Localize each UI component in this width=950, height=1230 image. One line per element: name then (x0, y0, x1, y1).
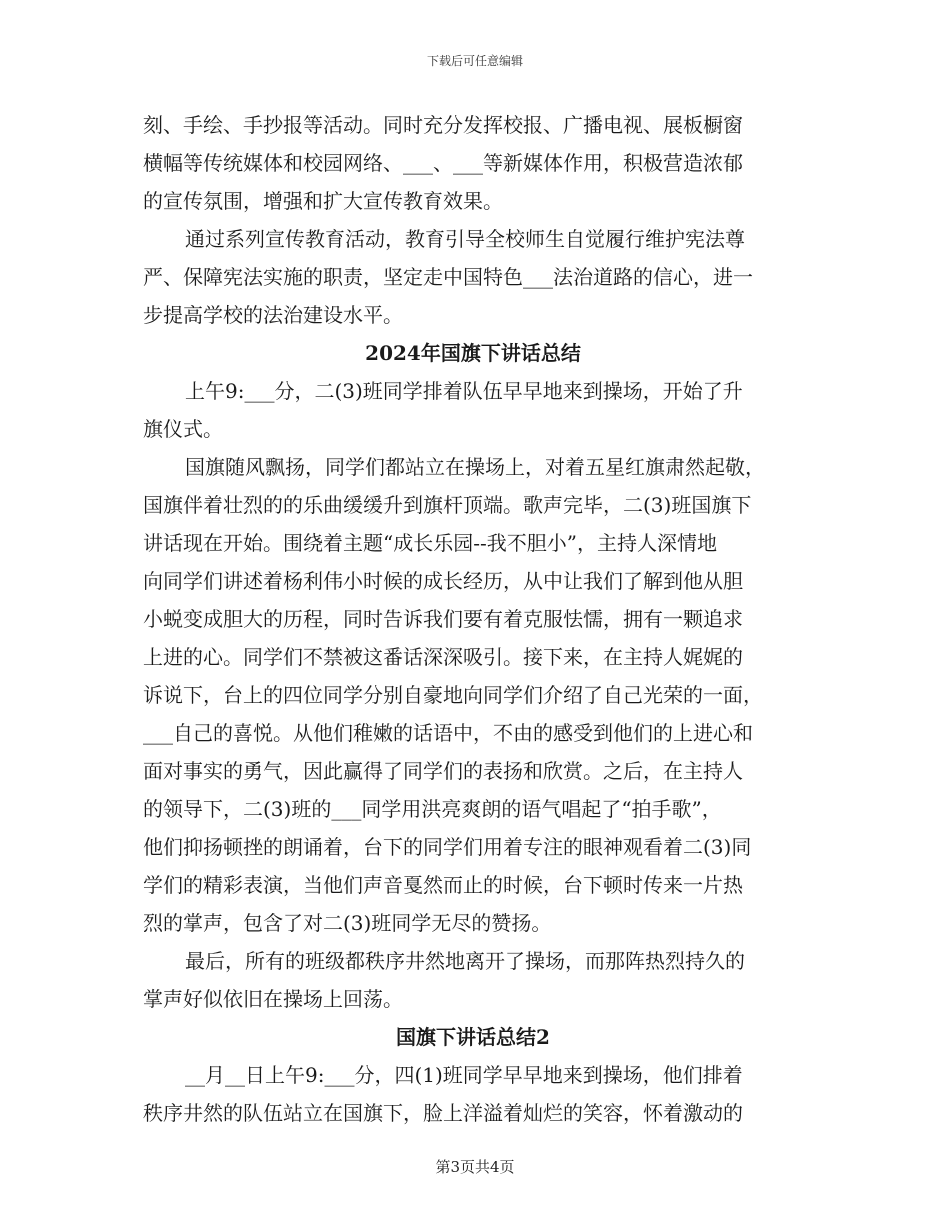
text-line: 的领导下，二(3)班的___同学用洪亮爽朗的语气唱起了“拍手歌”， (143, 797, 722, 821)
text-line: 掌声好似依旧在操场上回荡。 (143, 987, 403, 1011)
text-line: 诉说下，台上的四位同学分别自豪地向同学们介绍了自己光荣的一面， (143, 683, 763, 707)
text-line: 烈的掌声，包含了对二(3)班同学无尽的赞扬。 (143, 911, 552, 935)
text-line: 的宣传氛围，增强和扩大宣传教育效果。 (143, 189, 503, 213)
text-line: __月__日上午9:___分，四(1)班同学早早地来到操场，他们排着 (185, 1063, 743, 1087)
text-line: 步提高学校的法治建设水平。 (143, 303, 403, 327)
text-line: 学们的精彩表演，当他们声音戛然而止的时候，台下顿时传来一片热 (143, 873, 743, 897)
text-line: 上进的心。同学们不禁被这番话深深吸引。接下来，在主持人娓娓的 (143, 645, 743, 669)
section-heading: 国旗下讲话总结2 (396, 1025, 550, 1049)
text-line: 旗仪式。 (143, 417, 223, 441)
text-line: 小蜕变成胆大的历程，同时告诉我们要有着克服怯懦，拥有一颗追求 (143, 607, 743, 631)
text-line: 他们抑扬顿挫的朗诵着，台下的同学们用着专注的眼神观看着二(3)同 (143, 835, 752, 859)
text-line: 最后，所有的班级都秩序井然地离开了操场，而那阵热烈持久的 (185, 949, 745, 973)
text-line: 秩序井然的队伍站立在国旗下，脸上洋溢着灿烂的笑容，怀着激动的 (143, 1101, 743, 1125)
text-line: ___自己的喜悦。从他们稚嫩的话语中，不由的感受到他们的上进心和 (143, 721, 753, 745)
text-line: 国旗伴着壮烈的的乐曲缓缓升到旗杆顶端。歌声完毕，二(3)班国旗下 (143, 493, 752, 517)
text-line: 严、保障宪法实施的职责，坚定走中国特色___法治道路的信心，进一 (143, 265, 753, 289)
page-number: 第3页共4页 (435, 1158, 515, 1176)
text-line: 通过系列宣传教育活动，教育引导全校师生自觉履行维护宪法尊 (185, 227, 745, 251)
section-heading: 2024年国旗下讲话总结 (365, 341, 581, 365)
text-line: 面对事实的勇气，因此赢得了同学们的表扬和欣赏。之后，在主持人 (143, 759, 743, 783)
text-line: 刻、手绘、手抄报等活动。同时充分发挥校报、广播电视、展板橱窗 (143, 113, 743, 137)
document-body (143, 106, 803, 1132)
text-line: 讲话现在开始。围绕着主题“成长乐园--我不胆小”，主持人深情地 (143, 531, 717, 555)
text-line: 上午9:___分，二(3)班同学排着队伍早早地来到操场，开始了升 (185, 379, 743, 403)
text-line: 向同学们讲述着杨利伟小时候的成长经历，从中让我们了解到他从胆 (143, 569, 743, 593)
text-line: 横幅等传统媒体和校园网络、___、___等新媒体作用，积极营造浓郁 (143, 151, 743, 175)
page-header: 下载后可任意编辑 (426, 54, 523, 68)
text-line: 国旗随风飘扬，同学们都站立在操场上，对着五星红旗肃然起敬， (185, 455, 765, 479)
